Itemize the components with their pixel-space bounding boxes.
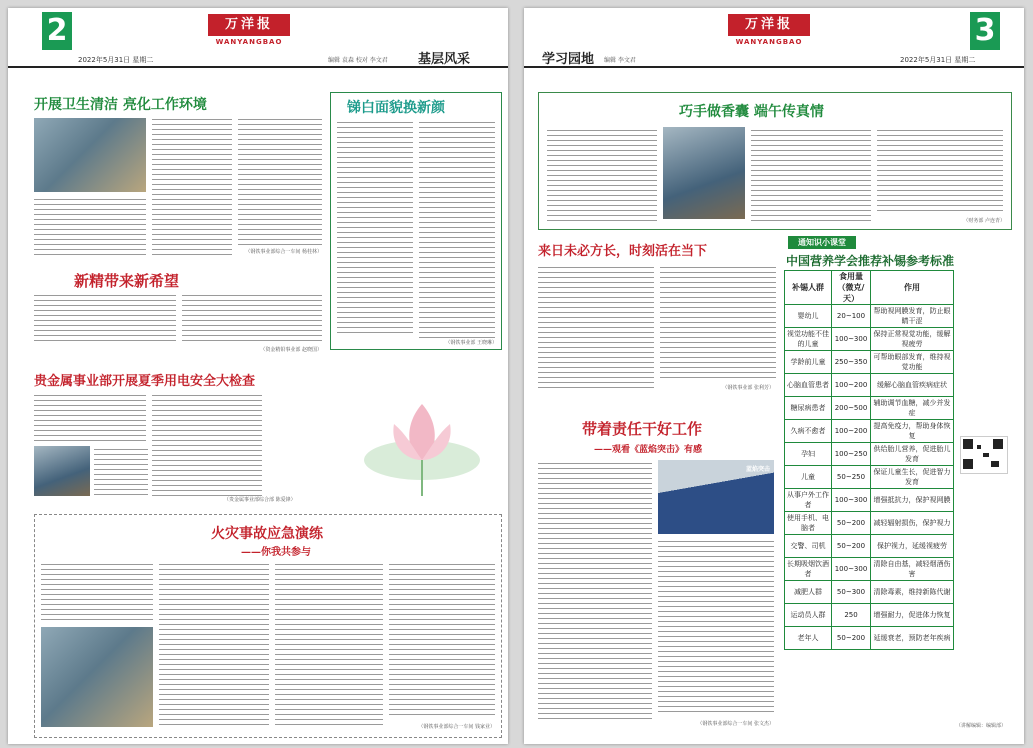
table-row	[785, 604, 954, 627]
article-headline: 贵金属事业部开展夏季用电安全大检查	[34, 374, 256, 389]
table-row	[785, 443, 954, 466]
table-row	[785, 489, 954, 512]
article-headline: 锑白面貌换新颜	[347, 100, 445, 116]
article-subtitle: ——观看《蓝焰突击》有感	[594, 445, 703, 455]
editor-credit: 编辑 李文君	[604, 57, 636, 64]
article-photo	[34, 118, 146, 192]
knowledge-tag: 通知识小课堂	[788, 236, 856, 249]
article-body	[94, 446, 148, 498]
table-cell: 交警、司机	[785, 535, 832, 558]
table-title: 中国营养学会推荐补锡参考标准	[786, 254, 955, 268]
newspaper-logo-en: WANYANGBAO	[735, 38, 803, 46]
table-cell: 可帮助眼部发育，维持视觉功能	[871, 351, 954, 374]
table-cell: 长期吸烟饮酒者	[785, 558, 832, 581]
article-body	[41, 561, 153, 623]
issue-date: 2022年5月31日 星期二	[900, 56, 976, 64]
section-title: 学习园地	[542, 52, 595, 67]
table-cell: 50~200	[832, 627, 871, 650]
nutrition-panel	[784, 236, 1010, 736]
page-masthead	[8, 8, 508, 68]
table-row	[785, 581, 954, 604]
article-photo	[41, 627, 153, 727]
qr-code[interactable]	[960, 436, 1008, 474]
table-header: 补锡人群	[785, 271, 832, 305]
article-author: （钢铁事业部 张利芳）	[722, 385, 774, 391]
article-body	[660, 264, 776, 380]
table-cell: 减肥人群	[785, 581, 832, 604]
table-cell: 100~200	[832, 374, 871, 397]
table-cell: 学龄前儿童	[785, 351, 832, 374]
article-headline: 新精带来新希望	[74, 272, 180, 290]
page-number: 3	[970, 12, 1000, 50]
table-cell: 250~350	[832, 351, 871, 374]
table-cell: 250	[832, 604, 871, 627]
table-cell: 孕妇	[785, 443, 832, 466]
table-cell: 清除自由基，减轻烟酒伤害	[871, 558, 954, 581]
article-body	[182, 292, 322, 344]
table-cell: 100~300	[832, 328, 871, 351]
article-body	[547, 127, 657, 221]
article-photo	[34, 446, 90, 496]
table-cell: 20~100	[832, 305, 871, 328]
table-header: 食用量 （微克/天）	[832, 271, 871, 305]
article-headline: 火灾事故应急演练	[211, 526, 323, 542]
table-cell: 缓解心脑血管疾病症状	[871, 374, 954, 397]
table-cell: 婴幼儿	[785, 305, 832, 328]
article-author: （钢铁事业部综合一车间 钱家业）	[418, 724, 495, 730]
issue-date: 2022年5月31日 星期二	[78, 56, 154, 64]
table-cell: 100~300	[832, 489, 871, 512]
page-number: 2	[42, 12, 72, 50]
table-row	[785, 627, 954, 650]
table-row	[785, 351, 954, 374]
article-sanitation	[34, 86, 324, 262]
table-cell: 延缓衰老，预防老年疾病	[871, 627, 954, 650]
qr-code-icon	[961, 437, 1005, 471]
article-photo	[663, 127, 745, 219]
table-cell: 儿童	[785, 466, 832, 489]
article-body	[34, 196, 146, 256]
article-body	[238, 116, 322, 246]
table-header: 作用	[871, 271, 954, 305]
article-antimony-white	[330, 92, 502, 350]
section-title: 基层风采	[418, 52, 471, 67]
table-cell: 心脑血管患者	[785, 374, 832, 397]
article-subtitle: ——你我共参与	[241, 547, 311, 558]
article-sachet	[538, 92, 1012, 230]
table-row	[785, 328, 954, 351]
table-cell: 100~300	[832, 558, 871, 581]
table-cell: 老年人	[785, 627, 832, 650]
table-row	[785, 374, 954, 397]
article-body	[751, 127, 871, 221]
article-author: （钢铁事业部综合一车间 杨桂林）	[245, 249, 322, 255]
table-cell: 供给胎儿营养，促进胎儿发育	[871, 443, 954, 466]
article-body	[159, 561, 269, 727]
table-row	[785, 466, 954, 489]
table-cell: 运动员人群	[785, 604, 832, 627]
table-cell: 减轻辐射损伤，保护视力	[871, 512, 954, 535]
article-body	[389, 561, 495, 717]
article-body	[34, 392, 146, 442]
table-row	[785, 305, 954, 328]
lotus-decoration	[344, 364, 494, 504]
table-cell: 50~300	[832, 581, 871, 604]
newspaper-page-2	[8, 8, 508, 744]
table-cell: 50~250	[832, 466, 871, 489]
table-cell: 100~250	[832, 443, 871, 466]
table-cell: 200~500	[832, 397, 871, 420]
table-row	[785, 420, 954, 443]
article-body	[275, 561, 383, 727]
article-body	[152, 392, 262, 498]
page-masthead	[524, 8, 1024, 68]
newspaper-page-3	[524, 8, 1024, 744]
photo-caption: 蓝焰突击	[745, 466, 770, 473]
article-author: （资金精铅事业部 赵晓国）	[260, 347, 322, 353]
table-cell: 100~200	[832, 420, 871, 443]
table-body	[785, 305, 954, 650]
article-body	[877, 127, 1003, 213]
table-footer: （讲解编辑：编辑部）	[955, 723, 1006, 729]
table-cell: 保护视力，延缓视疲劳	[871, 535, 954, 558]
table-row	[785, 512, 954, 535]
article-live-now	[538, 236, 776, 402]
nutrition-table-wrap	[784, 270, 954, 650]
article-body	[658, 538, 774, 714]
article-headline: 开展卫生清洁 亮化工作环境	[34, 97, 207, 113]
table-cell: 从事户外工作者	[785, 489, 832, 512]
article-headline: 带着责任干好工作	[582, 420, 703, 438]
table-cell: 50~200	[832, 535, 871, 558]
table-cell: 帮助视网膜发育，防止眼睛干涩	[871, 305, 954, 328]
article-author: （财务部 卢连青）	[963, 218, 1005, 224]
table-cell: 久病不愈者	[785, 420, 832, 443]
table-cell: 保证儿童生长，促进智力发育	[871, 466, 954, 489]
article-headline: 来日未必方长，时刻活在当下	[538, 244, 708, 259]
article-author: （钢铁事业部 王晓琳）	[445, 340, 497, 346]
table-cell: 清除毒素，维持新陈代谢	[871, 581, 954, 604]
table-cell: 增强耐力，促进体力恢复	[871, 604, 954, 627]
article-body	[152, 116, 232, 256]
article-fire-drill	[34, 514, 502, 738]
nutrition-table	[784, 270, 954, 650]
table-row	[785, 535, 954, 558]
newspaper-logo: 万洋报	[208, 14, 290, 36]
article-author: （贵金属事业部综合部 陈爱锋）	[224, 497, 296, 503]
table-cell: 使用手机、电脑者	[785, 512, 832, 535]
table-cell: 保持正常视觉功能，缓解视疲劳	[871, 328, 954, 351]
table-cell: 辅助调节血糖，减少并发症	[871, 397, 954, 420]
table-cell: 增强抵抗力，保护视网膜	[871, 489, 954, 512]
table-cell: 50~200	[832, 512, 871, 535]
article-body	[34, 292, 176, 344]
article-body	[538, 460, 652, 722]
article-author: （钢铁事业部综合一车间 张文杰）	[697, 721, 774, 727]
table-cell: 糖尿病患者	[785, 397, 832, 420]
article-responsibility	[538, 414, 776, 732]
article-photo	[658, 460, 774, 534]
article-electrical-safety	[34, 366, 334, 506]
newspaper-logo-en: WANYANGBAO	[215, 38, 283, 46]
table-cell: 视觉功能不佳的儿童	[785, 328, 832, 351]
article-body	[337, 119, 413, 337]
editor-credit: 编辑 袁森 校对 李文君	[328, 57, 388, 64]
table-row	[785, 397, 954, 420]
article-headline: 巧手做香囊 端午传真情	[679, 104, 824, 120]
table-row	[785, 558, 954, 581]
article-new-refining	[34, 270, 324, 356]
article-body	[538, 264, 654, 392]
table-cell: 提高免疫力，帮助身体恢复	[871, 420, 954, 443]
article-body	[419, 119, 495, 339]
newspaper-logo: 万洋报	[728, 14, 810, 36]
